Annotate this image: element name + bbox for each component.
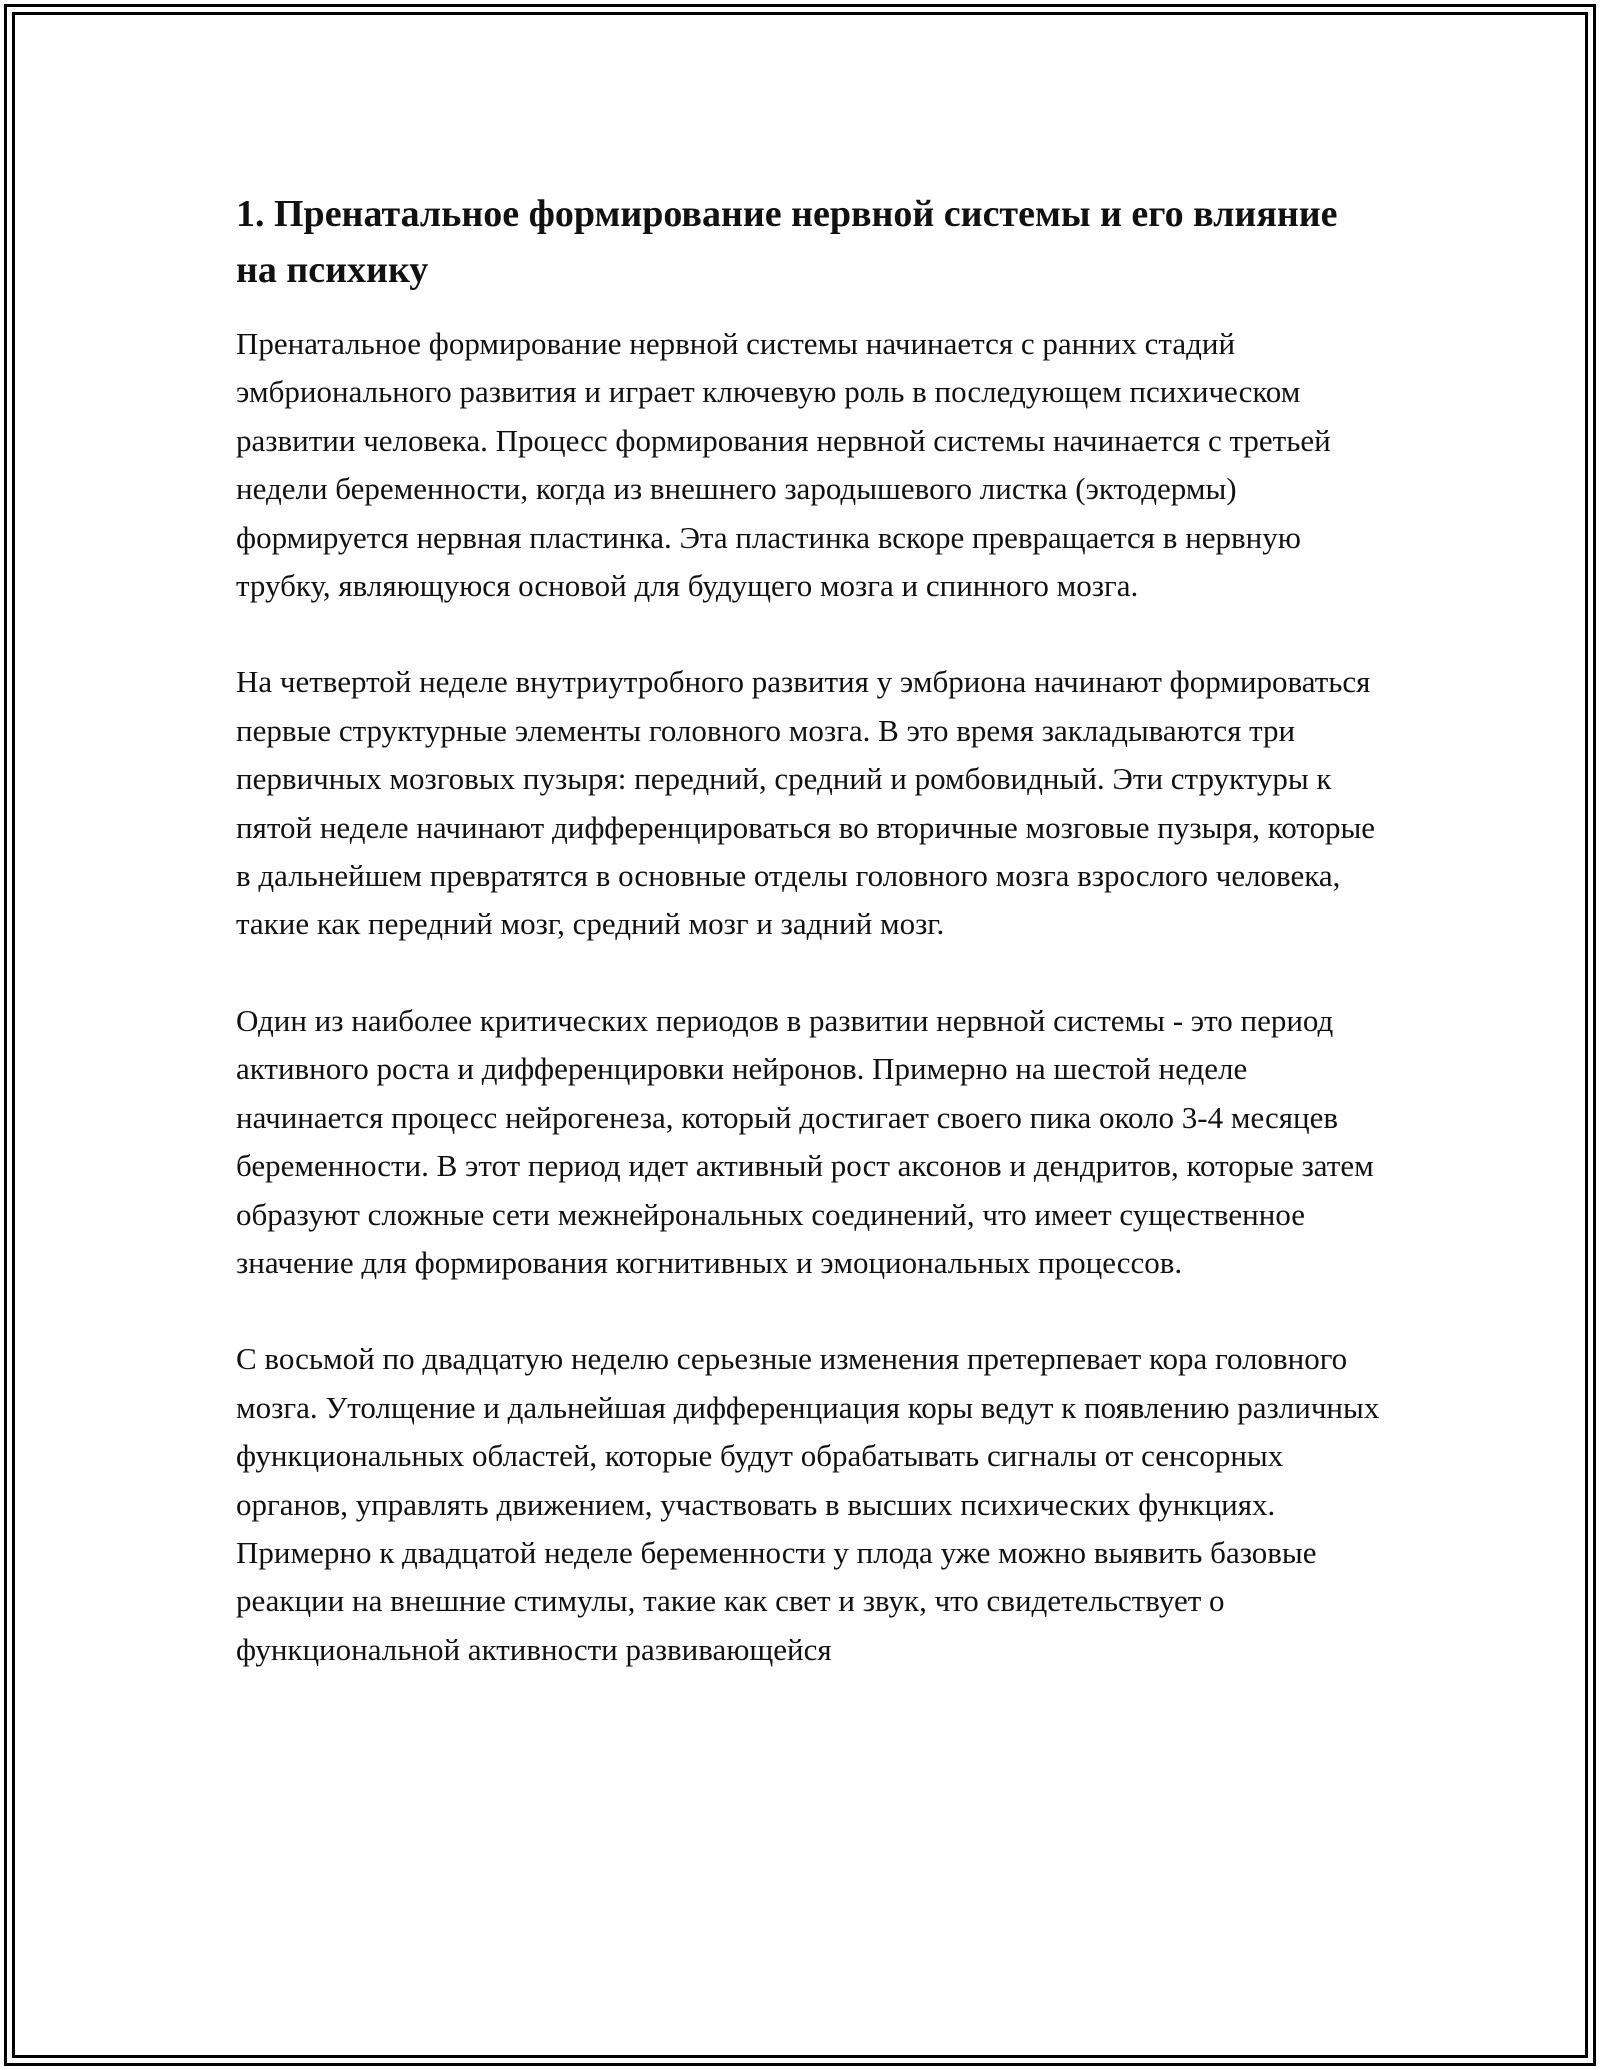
paragraph-4: С восьмой по двадцатую неделю серьезные изменения претерпевает кора головного мозга. Утолщение и дальнейшая дифференциация коры ведут к появлению различных функциональных областей, которые будут обрабатывать сигналы от сенсорных органов, управлять движением, участвовать в высших психических функциях. Примерно к двадцатой неделе беременности у плода уже можно выявить базовые реакции на внешние стимулы, такие как свет и звук, что свидетельствует о функциональной активности развивающейся <box>236 1341 1380 1667</box>
paragraph-2: На четвертой неделе внутриутробного развития у эмбриона начинают формироваться первые структурные элементы головного мозга. В это время закладываются три первичных мозговых пузыря: передний, средний и ромбовидный. Эти структуры к пятой неделе начинают дифференцироваться во вторичные мозговые пузыря, которые в дальнейшем превратятся в основные отделы головного мозга взрослого человека, такие как передний мозг, средний мозг и задний мозг. <box>236 664 1376 942</box>
paragraph-1: Пренатальное формирование нервной системы начинается с ранних стадий эмбрионального развития и играет ключевую роль в последующем психическом развитии человека. Процесс формирования нервной системы начинается с третьей недели беременности, когда из внешнего зародышевого листка (эктодермы) формируется нервная пластинка. Эта пластинка вскоре превращается в нервную трубку, являющуюся основой для будущего мозга и спинного мозга. <box>236 326 1331 604</box>
section-heading: 1. Пренатальное формирование нервной системы и его влияние на психику <box>236 193 1338 291</box>
document-page <box>236 186 1386 1674</box>
paragraph-3: Один из наиболее критических периодов в развитии нервной системы - это период активного роста и дифференцировки нейронов. Примерно на шестой неделе начинается процесс нейрогенеза, который достигает своего пика около 3-4 месяцев беременности. В этот период идет активный рост аксонов и дендритов, которые затем образуют сложные сети межнейрональных соединений, что имеет существенное значение для формирования когнитивных и эмоциональных процессов. <box>236 1002 1374 1280</box>
